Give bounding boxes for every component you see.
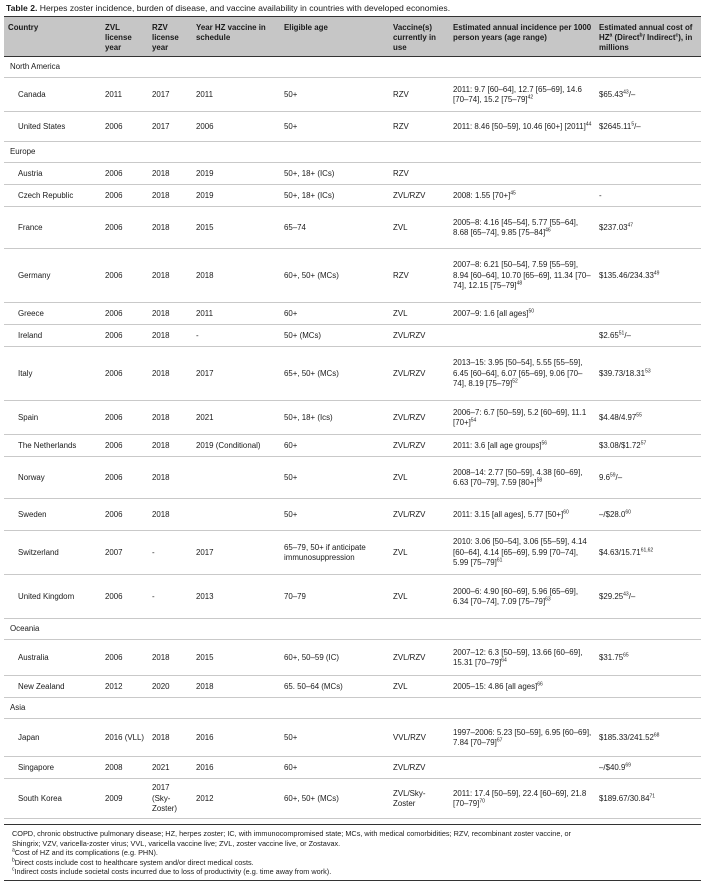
cell-eligible-age: 60+, 50+ (MCs) (280, 779, 389, 819)
cost-ref: 47 (627, 222, 634, 229)
cell-vaccine: ZVL/RZV (389, 757, 449, 779)
cell-incidence (449, 640, 595, 676)
incidence-text: 2011: 17.4 [50–59], 22.4 [60–69], 21.8 [70–79] (453, 788, 587, 808)
cell-cost (595, 401, 701, 435)
cost-ref: 60 (625, 509, 631, 516)
cell-eligible-age: 60+ (280, 435, 389, 457)
cell-schedule-year: - (192, 325, 280, 347)
region-name: North America (4, 57, 701, 78)
table-row (4, 163, 701, 185)
cell-schedule-year: 2011 (192, 78, 280, 112)
cell-eligible-age: 65. 50–64 (MCs) (280, 676, 389, 698)
cell-cost (595, 347, 701, 401)
header-schedule-year: Year HZ vaccine in schedule (192, 17, 280, 57)
cost-suffix: /– (628, 89, 636, 99)
cell-cost (595, 78, 701, 112)
cell-vaccine: RZV (389, 112, 449, 142)
table-footnotes (4, 824, 701, 881)
cell-zvl-year: 2006 (101, 207, 148, 249)
cost-text: $2.65 (599, 330, 619, 340)
incidence-text: 2010: 3.06 [50–54], 3.06 [55–59], 4.14 [60–64], 4.14 [65–69], 5.99 [70–74], 5.99 [75–79] (453, 537, 587, 568)
incidence-ref: 56 (541, 440, 548, 447)
incidence-text: 2013–15: 3.95 [50–54], 5.55 [55–59], 6.45 [60–64], 6.07 [65–69], 9.06 [70–74], 8.19 [75–79] (453, 358, 583, 389)
cell-eligible-age: 50+ (280, 499, 389, 531)
cell-zvl-year: 2008 (101, 757, 148, 779)
cell-vaccine: ZVL (389, 575, 449, 619)
cell-rzv-year: 2018 (148, 249, 192, 303)
cell-rzv-year: 2018 (148, 303, 192, 325)
cell-schedule-year: 2018 (192, 676, 280, 698)
cell-eligible-age: 65–79, 50+ if anticipate immunosuppression (280, 531, 389, 575)
cell-country: Switzerland (4, 531, 101, 575)
table-row (4, 249, 701, 303)
cell-incidence (449, 575, 595, 619)
region-row (4, 698, 701, 719)
cell-vaccine: ZVL/RZV (389, 185, 449, 207)
cell-vaccine: ZVL/RZV (389, 435, 449, 457)
table-row (4, 112, 701, 142)
table-caption-text: Herpes zoster incidence, burden of disease, and vaccine availability in countries with developed economies. (39, 3, 451, 13)
cell-eligible-age: 50+ (280, 112, 389, 142)
cell-incidence (449, 757, 595, 779)
cell-zvl-year: 2011 (101, 78, 148, 112)
cell-schedule-year: 2013 (192, 575, 280, 619)
cell-zvl-year: 2006 (101, 347, 148, 401)
cost-text: $2645.11 (599, 121, 632, 131)
cost-ref: 61,62 (640, 547, 654, 554)
cell-country: Norway (4, 457, 101, 499)
cell-rzv-year: 2018 (148, 719, 192, 757)
cell-cost (595, 303, 701, 325)
incidence-ref: 44 (585, 121, 592, 128)
header-vaccine: Vaccine(s) currently in use (389, 17, 449, 57)
cell-eligible-age: 60+, 50+ (MCs) (280, 249, 389, 303)
cell-vaccine: ZVL/RZV (389, 499, 449, 531)
cell-incidence (449, 207, 595, 249)
incidence-ref: 61 (496, 557, 503, 564)
data-table (4, 17, 701, 819)
table-row (4, 401, 701, 435)
incidence-ref: 67 (496, 737, 503, 744)
cell-incidence (449, 163, 595, 185)
cell-schedule-year: 2019 (Conditional) (192, 435, 280, 457)
cell-eligible-age: 50+ (280, 719, 389, 757)
cell-eligible-age: 65+, 50+ (MCs) (280, 347, 389, 401)
cell-eligible-age: 70–79 (280, 575, 389, 619)
incidence-text: 2000–6: 4.90 [60–69], 5.96 [65–69], 6.34 [70–74], 7.09 [75–79] (453, 586, 579, 606)
cost-text: $39.73/18.31 (599, 368, 646, 378)
cost-text: $31.75 (599, 652, 624, 662)
incidence-text: 2008: 1.55 [70+] (453, 190, 511, 200)
cell-zvl-year: 2006 (101, 457, 148, 499)
cell-eligible-age: 50+, 18+ (ICs) (280, 163, 389, 185)
cost-suffix: /– (634, 121, 641, 131)
incidence-ref: 52 (512, 378, 518, 385)
cost-ref: 57 (640, 440, 647, 447)
cost-ref: 43 (623, 591, 629, 598)
cell-zvl-year: 2006 (101, 575, 148, 619)
cell-eligible-age: 50+ (280, 78, 389, 112)
cell-schedule-year: 2017 (192, 347, 280, 401)
cost-text: - (599, 190, 602, 200)
cell-country: South Korea (4, 779, 101, 819)
cell-eligible-age: 50+ (280, 457, 389, 499)
incidence-ref: 63 (545, 596, 551, 603)
cell-eligible-age: 50+ (MCs) (280, 325, 389, 347)
cell-country: Spain (4, 401, 101, 435)
header-incidence: Estimated annual incidence per 1000 person years (age range) (449, 17, 595, 57)
cell-eligible-age: 60+ (280, 303, 389, 325)
cell-cost (595, 640, 701, 676)
cell-eligible-age: 50+, 18+ (Ics) (280, 401, 389, 435)
header-rzv-year: RZV license year (148, 17, 192, 57)
table-row (4, 78, 701, 112)
cost-text: $3.08/$1.72 (599, 440, 641, 450)
cost-ref: 59 (609, 472, 616, 479)
cell-incidence (449, 249, 595, 303)
table-row (4, 531, 701, 575)
cell-vaccine: ZVL (389, 457, 449, 499)
header-cost: Estimated annual cost of $HZ^a$ (Direct$^b$/ Indirect$^c$), in millions (595, 17, 701, 57)
cell-rzv-year: 2018 (148, 640, 192, 676)
cell-schedule-year (192, 457, 280, 499)
cost-text: $135.46/234.33 (599, 270, 654, 280)
cell-rzv-year: 2018 (148, 163, 192, 185)
cell-zvl-year: 2006 (101, 640, 148, 676)
cell-incidence (449, 779, 595, 819)
table-row (4, 757, 701, 779)
cell-country: Sweden (4, 499, 101, 531)
header-zvl-year: ZVL license year (101, 17, 148, 57)
cell-incidence (449, 499, 595, 531)
cost-ref: 51 (618, 330, 625, 337)
cell-vaccine: ZVL/RZV (389, 401, 449, 435)
cell-schedule-year: 2018 (192, 249, 280, 303)
incidence-ref: 66 (537, 681, 543, 688)
cell-vaccine: ZVL/RZV (389, 347, 449, 401)
cell-incidence (449, 531, 595, 575)
cell-country: Japan (4, 719, 101, 757)
cell-cost (595, 499, 701, 531)
cell-rzv-year: 2017 (Sky-Zoster) (148, 779, 192, 819)
cell-vaccine: ZVL (389, 207, 449, 249)
cell-cost (595, 112, 701, 142)
incidence-ref: 45 (510, 190, 516, 197)
cost-ref: 43 (623, 89, 629, 96)
footnote-a: $^a$Cost of HZ and its complications (e.g. PHN). (12, 847, 158, 858)
cell-vaccine: RZV (389, 78, 449, 112)
cell-zvl-year: 2006 (101, 499, 148, 531)
cost-suffix: /– (615, 472, 623, 482)
incidence-text: 2007–9: 1.6 [all ages] (453, 308, 529, 318)
cell-rzv-year: 2018 (148, 401, 192, 435)
cell-rzv-year: 2017 (148, 112, 192, 142)
cell-cost (595, 757, 701, 779)
cell-country: Austria (4, 163, 101, 185)
cell-rzv-year: 2017 (148, 78, 192, 112)
table-row (4, 457, 701, 499)
cost-text: 9.6 (599, 472, 610, 482)
cell-rzv-year: 2018 (148, 207, 192, 249)
cell-zvl-year: 2007 (101, 531, 148, 575)
cell-vaccine: VVL/RZV (389, 719, 449, 757)
cell-incidence (449, 401, 595, 435)
cell-zvl-year: 2006 (101, 249, 148, 303)
cell-rzv-year: 2018 (148, 457, 192, 499)
incidence-ref: 64 (501, 657, 507, 664)
cell-cost (595, 207, 701, 249)
incidence-text: 2011: 3.6 [all age groups] (453, 440, 542, 450)
table-label: Table 2. (6, 3, 38, 13)
cell-rzv-year: - (148, 531, 192, 575)
incidence-ref: 58 (536, 477, 543, 484)
cell-schedule-year: 2016 (192, 719, 280, 757)
cell-rzv-year: 2021 (148, 757, 192, 779)
incidence-ref: 50 (528, 308, 535, 315)
cell-rzv-year: 2018 (148, 435, 192, 457)
cost-text: $4.48/4.97 (599, 412, 637, 422)
cell-eligible-age: 50+, 18+ (ICs) (280, 185, 389, 207)
incidence-ref: 42 (527, 94, 534, 101)
cell-zvl-year: 2006 (101, 303, 148, 325)
cell-country: United Kingdom (4, 575, 101, 619)
region-row (4, 57, 701, 78)
cell-cost (595, 531, 701, 575)
header-row (4, 17, 701, 57)
table-row (4, 185, 701, 207)
incidence-text: 2006–7: 6.7 [50–59], 5.2 [60–69], 11.1 [70+] (453, 407, 587, 427)
cell-cost (595, 325, 701, 347)
table-body (4, 57, 701, 819)
region-name: Europe (4, 142, 701, 163)
cell-zvl-year: 2006 (101, 112, 148, 142)
cell-country: Australia (4, 640, 101, 676)
cost-text: $189.67/30.84 (599, 793, 650, 803)
cell-incidence (449, 435, 595, 457)
cell-schedule-year: 2017 (192, 531, 280, 575)
cell-country: Canada (4, 78, 101, 112)
cell-cost (595, 575, 701, 619)
cell-zvl-year: 2006 (101, 325, 148, 347)
cost-ref: 55 (636, 412, 642, 419)
incidence-text: 2007–8: 6.21 [50–54], 7.59 [55–59], 8.94 [60–64], 10.70 [65–69], 11.34 [70–74], 12.15 [75–79] (453, 260, 591, 291)
header-eligible-age: Eligible age (280, 17, 389, 57)
cell-incidence (449, 112, 595, 142)
cell-country: Greece (4, 303, 101, 325)
footnote-abbreviations-1: COPD, chronic obstructive pulmonary disease; HZ, herpes zoster; IC, with immunocompromised state; MCs, with medical comorbidities; RZV, recombinant zoster vaccine, or (12, 829, 571, 838)
table-row (4, 499, 701, 531)
cell-vaccine: ZVL/Sky-Zoster (389, 779, 449, 819)
cell-incidence (449, 347, 595, 401)
cell-zvl-year: 2006 (101, 163, 148, 185)
table-row (4, 303, 701, 325)
cell-incidence (449, 325, 595, 347)
cell-rzv-year: 2018 (148, 325, 192, 347)
incidence-ref: 70 (479, 798, 485, 805)
cost-text: $65.43 (599, 89, 624, 99)
cell-eligible-age: 60+ (280, 757, 389, 779)
cost-text: $29.25 (599, 591, 624, 601)
table-row (4, 207, 701, 249)
cost-suffix: /– (624, 330, 631, 340)
cell-incidence (449, 719, 595, 757)
footnote-b: $^b$Direct costs include cost to healthcare system and/or direct medical costs. (12, 857, 254, 867)
cell-country: Italy (4, 347, 101, 401)
cell-country: Germany (4, 249, 101, 303)
cell-incidence (449, 185, 595, 207)
cost-ref: 53 (645, 368, 651, 375)
cost-text: –/$28.0 (599, 509, 626, 519)
incidence-text: 2007–12: 6.3 [50–59], 13.66 [60–69], 15.31 [70–79] (453, 647, 583, 667)
cell-schedule-year: 2015 (192, 640, 280, 676)
cell-country: Ireland (4, 325, 101, 347)
cell-rzv-year: - (148, 575, 192, 619)
cell-schedule-year: 2016 (192, 757, 280, 779)
incidence-text: 2011: 8.46 [50–59], 10.46 [60+] [2011] (453, 121, 586, 131)
incidence-ref: 54 (470, 417, 477, 424)
cell-vaccine: ZVL (389, 303, 449, 325)
region-name: Asia (4, 698, 701, 719)
cell-country: Czech Republic (4, 185, 101, 207)
table-row (4, 325, 701, 347)
cost-text: $237.03 (599, 222, 628, 232)
table-row (4, 575, 701, 619)
cell-incidence (449, 676, 595, 698)
data-table-wrapper (4, 16, 701, 819)
incidence-text: 2005–15: 4.86 [all ages] (453, 681, 538, 691)
cell-vaccine: ZVL/RZV (389, 325, 449, 347)
cell-country: France (4, 207, 101, 249)
cell-schedule-year (192, 499, 280, 531)
cell-zvl-year: 2009 (101, 779, 148, 819)
cost-text: $4.63/15.71 (599, 547, 641, 557)
region-row (4, 142, 701, 163)
cell-vaccine: RZV (389, 163, 449, 185)
cell-vaccine: ZVL (389, 676, 449, 698)
table-row (4, 779, 701, 819)
cell-country: Singapore (4, 757, 101, 779)
cell-vaccine: RZV (389, 249, 449, 303)
cost-ref: 68 (653, 732, 660, 739)
cost-ref: 71 (649, 793, 656, 800)
cell-vaccine: ZVL/RZV (389, 640, 449, 676)
table-row (4, 640, 701, 676)
table-row (4, 676, 701, 698)
cell-zvl-year: 2016 (VLL) (101, 719, 148, 757)
table-row (4, 435, 701, 457)
cell-rzv-year: 2018 (148, 347, 192, 401)
cell-schedule-year: 2015 (192, 207, 280, 249)
incidence-ref: 46 (545, 227, 551, 234)
cell-vaccine: ZVL (389, 531, 449, 575)
cell-incidence (449, 303, 595, 325)
cell-zvl-year: 2006 (101, 435, 148, 457)
table-row (4, 347, 701, 401)
cost-ref: 65 (623, 652, 629, 659)
cell-schedule-year: 2021 (192, 401, 280, 435)
cell-cost (595, 457, 701, 499)
cell-zvl-year: 2012 (101, 676, 148, 698)
cell-eligible-age: 65–74 (280, 207, 389, 249)
cell-country: United States (4, 112, 101, 142)
cell-cost (595, 185, 701, 207)
cost-text: $185.33/241.52 (599, 732, 654, 742)
table-header (4, 17, 701, 57)
region-row (4, 619, 701, 640)
table-caption (6, 3, 450, 13)
cell-rzv-year: 2020 (148, 676, 192, 698)
cell-cost (595, 719, 701, 757)
cell-incidence (449, 457, 595, 499)
region-name: Oceania (4, 619, 701, 640)
incidence-text: 2005–8: 4.16 [45–54], 5.77 [55–64], 8.68 [65–74], 9.85 [75–84] (453, 217, 579, 237)
incidence-text: 2011: 3.15 [all ages], 5.77 [50+] (453, 509, 564, 519)
cell-schedule-year: 2006 (192, 112, 280, 142)
incidence-ref: 48 (516, 280, 523, 287)
cell-cost (595, 249, 701, 303)
incidence-ref: 60 (563, 509, 569, 516)
footnote-abbreviations-2: Shingrix; VZV, varicella-zoster virus; VVL, varicella vaccine live; ZVL, zoster vaccine live, or Zostavax. (12, 838, 341, 848)
cell-rzv-year: 2018 (148, 499, 192, 531)
incidence-text: 1997–2006: 5.23 [50–59], 6.95 [60–69], 7.84 [70–79] (453, 727, 592, 747)
cell-zvl-year: 2006 (101, 185, 148, 207)
cost-text: –/$40.9 (599, 762, 626, 772)
cost-ref: 49 (653, 270, 660, 277)
incidence-text: 2011: 9.7 [60–64], 12.7 [65–69], 14.6 [70–74], 15.2 [75–79] (453, 84, 582, 104)
cell-cost (595, 676, 701, 698)
cost-ref: 5 (631, 121, 635, 128)
cell-country: New Zealand (4, 676, 101, 698)
cell-zvl-year: 2006 (101, 401, 148, 435)
cell-country: The Netherlands (4, 435, 101, 457)
cell-schedule-year: 2019 (192, 185, 280, 207)
incidence-text: 2008–14: 2.77 [50–59], 4.38 [60–69], 6.63 [70–79], 7.59 [80+] (453, 467, 583, 487)
cell-schedule-year: 2019 (192, 163, 280, 185)
footnote-c: $^c$Indirect costs include societal costs incurred due to loss of productivity (e.g. time away from work). (12, 866, 332, 877)
cell-rzv-year: 2018 (148, 185, 192, 207)
cell-eligible-age: 60+, 50–59 (IC) (280, 640, 389, 676)
cell-incidence (449, 78, 595, 112)
header-country: Country (4, 17, 101, 57)
cell-cost (595, 435, 701, 457)
cell-cost (595, 779, 701, 819)
cost-suffix: /– (628, 591, 636, 601)
cell-schedule-year: 2011 (192, 303, 280, 325)
cell-cost (595, 163, 701, 185)
cell-schedule-year: 2012 (192, 779, 280, 819)
cost-ref: 69 (625, 762, 631, 769)
table-row (4, 719, 701, 757)
